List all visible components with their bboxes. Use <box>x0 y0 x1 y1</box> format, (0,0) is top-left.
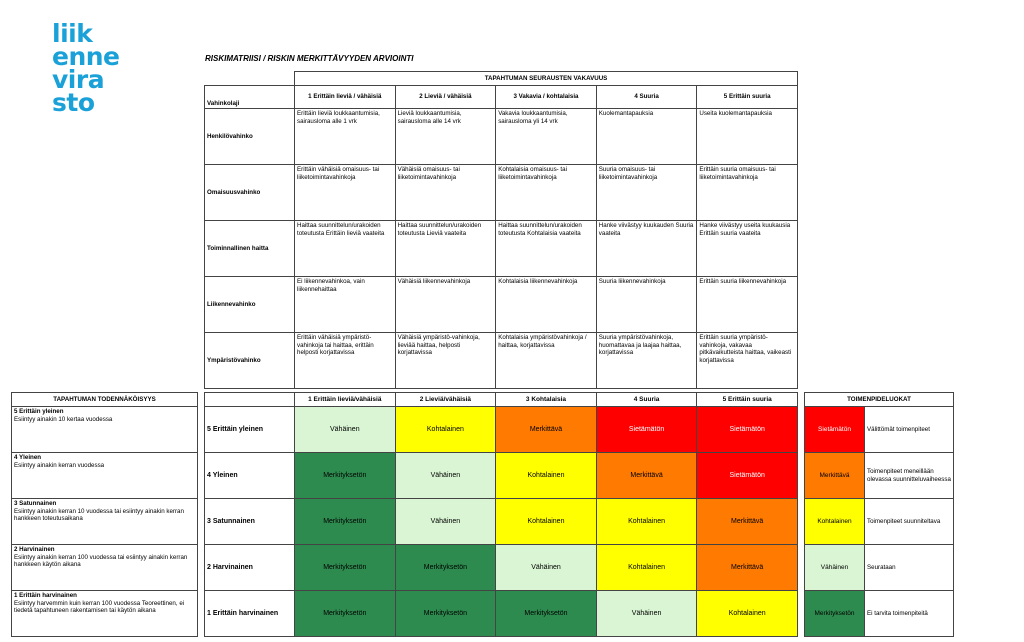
severity-cell: Suuria ympäristövahinkoja, huomattavaa ja laajaa haittaa, korjattavissa <box>596 333 697 389</box>
probability-cell <box>12 499 198 545</box>
matrix-cell: Vähäinen <box>395 453 496 499</box>
severity-cell: Erittäin suuria omaisuus- tai liiketoimintavahinkoja <box>697 165 798 221</box>
probability-title: 1 Erittäin harvinainen <box>14 592 77 599</box>
table-row <box>205 277 798 333</box>
matrix-col-header: 4 Suuria <box>596 393 697 407</box>
matrix-cell: Kohtalainen <box>395 407 496 453</box>
action-text: Ei tarvita toimenpiteitä <box>865 591 954 637</box>
matrix-cell: Kohtalainen <box>496 453 597 499</box>
severity-cell: Vakavia loukkaantumisia, sairausloma yli 14 vrk <box>496 109 597 165</box>
action-level: Sietämätön <box>805 407 865 453</box>
table-row <box>205 499 798 545</box>
logo-line: liik <box>52 19 93 48</box>
logo-line: enne <box>52 42 120 71</box>
probability-cell <box>12 407 198 453</box>
severity-cell: Erittäin vähäisiä ympäristö-vahinkoja tai haittaa, erittäin helposti korjattavissa <box>295 333 396 389</box>
table-row <box>12 407 198 453</box>
severity-cell: Ei liikennevahinkoa, vain liikennehaittaa <box>295 277 396 333</box>
row-header: Vahinkolaji <box>205 86 295 109</box>
matrix-cell: Merkityksetön <box>295 453 396 499</box>
probability-desc: Esiintyy ainakin kerran 10 vuodessa tai esiintyy ainakin kerran hankkeen toteutusaikana <box>14 507 184 522</box>
probability-cell <box>12 591 198 637</box>
blank-cell <box>205 72 295 86</box>
table-row <box>12 545 198 591</box>
severity-cell: Erittäin vähäisiä omaisuus- tai liiketoimintavahinkoja <box>295 165 396 221</box>
severity-cell: Hanke viivästyy useita kuukausia Erittäin suuria vaateita <box>697 221 798 277</box>
logo-line: vira <box>52 65 105 94</box>
matrix-cell: Merkittävä <box>496 407 597 453</box>
action-text: Seurataan <box>865 545 954 591</box>
table-row <box>205 165 798 221</box>
table-row <box>205 333 798 389</box>
table-row <box>805 407 954 453</box>
severity-cell: Vähäisiä omaisuus- tai liiketoimintavahinkoja <box>395 165 496 221</box>
matrix-row-label: 1 Erittäin harvinainen <box>205 591 295 637</box>
severity-cell: Kohtalaisia liikennevahinkoja <box>496 277 597 333</box>
action-level: Merkityksetön <box>805 591 865 637</box>
matrix-row-label: 3 Satunnainen <box>205 499 295 545</box>
matrix-cell: Merkittävä <box>596 453 697 499</box>
matrix-cell: Merkityksetön <box>496 591 597 637</box>
severity-cell: Haittaa suunnittelun/urakoiden toteutusta Erittäin lieviä vaateita <box>295 221 396 277</box>
probability-title: 2 Harvinainen <box>14 546 55 553</box>
table-row <box>205 221 798 277</box>
matrix-cell: Merkityksetön <box>395 591 496 637</box>
probability-desc: Esiintyy ainakin 10 kertaa vuodessa <box>14 415 113 423</box>
matrix-row-label: 4 Yleinen <box>205 453 295 499</box>
severity-cell: Kohtalaisia ympäristövahinkoja / haittaa, korjattavissa <box>496 333 597 389</box>
matrix-cell: Vähäinen <box>496 545 597 591</box>
severity-cell: Lieviä loukkaantumisia, sairausloma alle 14 vrk <box>395 109 496 165</box>
severity-col-header: 1 Erittäin lieviä / vähäisiä <box>295 86 396 109</box>
probability-title: 3 Satunnainen <box>14 500 57 507</box>
table-row <box>205 453 798 499</box>
probability-desc: Esiintyy ainakin kerran 100 vuodessa tai esiintyy ainakin kerran hankkeen käytön aikana <box>14 553 188 568</box>
matrix-cell: Merkittävä <box>697 545 798 591</box>
severity-col-header: 2 Lieviä / vähäisiä <box>395 86 496 109</box>
probability-cell <box>12 453 198 499</box>
matrix-cell: Merkityksetön <box>295 499 396 545</box>
damage-type-label: Omaisuusvahinko <box>205 165 295 221</box>
matrix-cell: Kohtalainen <box>697 591 798 637</box>
probability-header: TAPAHTUMAN TODENNÄKÖISYYS <box>12 393 198 407</box>
table-row <box>205 407 798 453</box>
matrix-cell: Vähäinen <box>295 407 396 453</box>
matrix-row-label: 2 Harvinainen <box>205 545 295 591</box>
action-text: Välittömät toimenpiteet <box>865 407 954 453</box>
action-classes-table <box>804 392 954 637</box>
severity-cell: Vähäisiä liikennevahinkoja <box>395 277 496 333</box>
table-row <box>805 499 954 545</box>
action-text: Toimenpiteet meneillään olevassa suunnitteluvaiheessa <box>865 453 954 499</box>
severity-cell: Kohtalaisia omaisuus- tai liiketoimintavahinkoja <box>496 165 597 221</box>
matrix-cell: Sietämätön <box>697 453 798 499</box>
probability-title: 5 Erittäin yleinen <box>14 408 64 415</box>
document-title: RISKIMATRIISI / RISKIN MERKITTÄVYYDEN ARVIOINTI <box>205 54 414 63</box>
severity-table <box>204 71 798 389</box>
damage-type-label: Liikennevahinko <box>205 277 295 333</box>
severity-col-header: 5 Erittäin suuria <box>697 86 798 109</box>
table-row <box>12 591 198 637</box>
risk-matrix <box>204 392 798 637</box>
action-level: Vähäinen <box>805 545 865 591</box>
matrix-row-label: 5 Erittäin yleinen <box>205 407 295 453</box>
matrix-col-header: 5 Erittäin suuria <box>697 393 798 407</box>
severity-cell: Haittaa suunnittelun/urakoiden toteutusta Kohtalaisia vaateita <box>496 221 597 277</box>
probability-desc: Esiintyy harvemmin kuin kerran 100 vuodessa Teoreettinen, ei tiedetä tapahtuneen rakentamisen tai käytön aikana <box>14 599 185 614</box>
matrix-cell: Vähäinen <box>596 591 697 637</box>
matrix-col-header: 1 Erittäin lieviä/vähäisiä <box>295 393 396 407</box>
matrix-cell: Merkityksetön <box>295 591 396 637</box>
matrix-cell: Merkittävä <box>697 499 798 545</box>
action-level: Kohtalainen <box>805 499 865 545</box>
severity-cell: Suuria omaisuus- tai liiketoimintavahinkoja <box>596 165 697 221</box>
matrix-cell: Sietämätön <box>697 407 798 453</box>
severity-col-header: 3 Vakavia / kohtalaisia <box>496 86 597 109</box>
probability-desc: Esiintyy ainakin kerran vuodessa <box>14 461 105 469</box>
table-row <box>205 545 798 591</box>
severity-cell: Vähäisiä ympäristö-vahinkoja, lieviää haittaa, helposti korjattavissa <box>395 333 496 389</box>
severity-cell: Haittaa suunnittelun/urakoiden toteutusta Lieviä vaateita <box>395 221 496 277</box>
table-row <box>12 453 198 499</box>
matrix-cell: Kohtalainen <box>596 545 697 591</box>
severity-cell: Erittäin lieviä loukkaantumisia, sairausloma alle 1 vrk <box>295 109 396 165</box>
table-row <box>205 109 798 165</box>
table-row <box>805 453 954 499</box>
actions-header: TOIMENPIDELUOKAT <box>805 393 954 407</box>
severity-cell: Useita kuolemantapauksia <box>697 109 798 165</box>
severity-cell: Hanke viivästyy kuukauden Suuria vaateita <box>596 221 697 277</box>
table-row <box>12 499 198 545</box>
damage-type-label: Henkilövahinko <box>205 109 295 165</box>
matrix-cell: Merkityksetön <box>295 545 396 591</box>
severity-cell: Kuolemantapauksia <box>596 109 697 165</box>
damage-type-label: Ympäristövahinko <box>205 333 295 389</box>
severity-col-header: 4 Suuria <box>596 86 697 109</box>
matrix-col-header: 2 Lieviä/vähäisiä <box>395 393 496 407</box>
matrix-cell: Merkityksetön <box>395 545 496 591</box>
liikennevirasto-logo <box>52 19 132 117</box>
severity-header: TAPAHTUMAN SEURAUSTEN VAKAVUUS <box>295 72 798 86</box>
table-row <box>205 591 798 637</box>
matrix-cell: Sietämätön <box>596 407 697 453</box>
matrix-cell: Kohtalainen <box>596 499 697 545</box>
severity-cell: Suuria liikennevahinkoja <box>596 277 697 333</box>
severity-cell: Erittäin suuria liikennevahinkoja <box>697 277 798 333</box>
blank-cell <box>205 393 295 407</box>
table-row <box>805 545 954 591</box>
table-row <box>805 591 954 637</box>
logo-line: sto <box>52 88 95 117</box>
action-level: Merkittävä <box>805 453 865 499</box>
action-text: Toimenpiteet suunniteltava <box>865 499 954 545</box>
damage-type-label: Toiminnallinen haitta <box>205 221 295 277</box>
matrix-col-header: 3 Kohtalaisia <box>496 393 597 407</box>
matrix-cell: Vähäinen <box>395 499 496 545</box>
probability-title: 4 Yleinen <box>14 454 42 461</box>
probability-table <box>11 392 198 637</box>
severity-cell: Erittäin suuria ympäristö-vahinkoja, vakavaa pitkävaikutteista haittaa, vaikeasti korjattavissa <box>697 333 798 389</box>
matrix-cell: Kohtalainen <box>496 499 597 545</box>
probability-cell <box>12 545 198 591</box>
